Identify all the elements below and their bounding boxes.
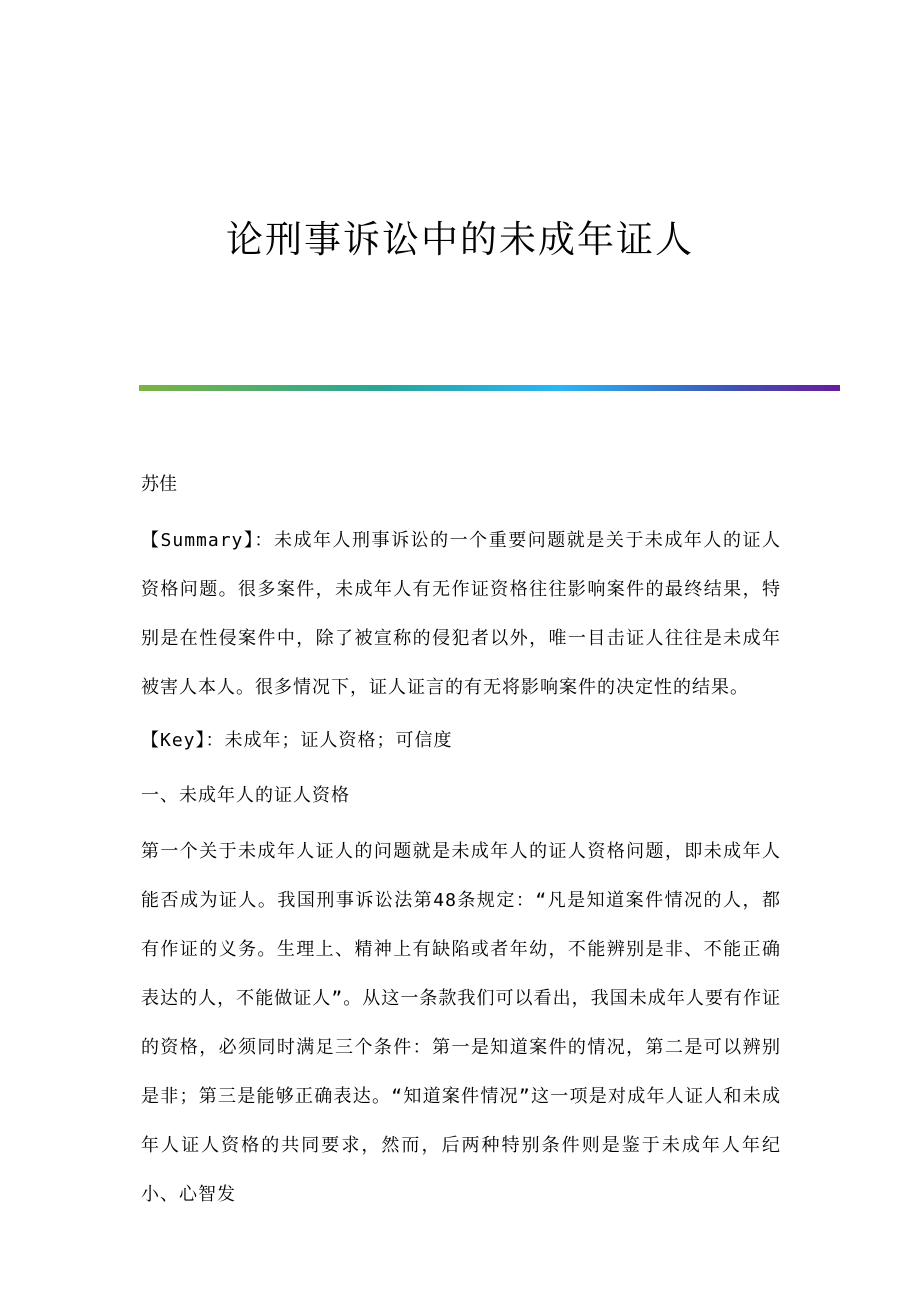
keywords-text: 【Key】：未成年；证人资格；可信度 — [141, 730, 453, 751]
author-name: 苏佳 — [141, 474, 177, 495]
section-heading — [141, 771, 781, 820]
body-paragraph-text: 第一个关于未成年人证人的问题就是未成年人的证人资格问题，即未成年人能否成为证人。我国刑事诉讼法第48条规定：“凡是知道案件情况的人，都有作证的义务。生理上、精神上有缺陷或者年幼，不能辨别是非、不能正确表达的人，不能做证人”。从这一条款我们可以看出，我国未成年人要有作证的资格，必须同时满足三个条件：第一是知道案件的情况，第二是可以辨别是非；第三是能够正确表达。“知道案件情况”这一项是对成年人证人和未成年人证人资格的共同要求，然而，后两种特别条件则是鉴于未成年人年纪小、心智发 — [141, 841, 781, 1205]
summary-text: 【Summary】：未成年人刑事诉讼的一个重要问题就是关于未成年人的证人资格问题。很多案件，未成年人有无作证资格往往影响案件的最终结果，特别是在性侵案件中，除了被宣称的侵犯者以外，唯一目击证人往往是未成年被害人本人。很多情况下，证人证言的有无将影响案件的决定性的结果。 — [141, 530, 781, 698]
summary-paragraph — [141, 516, 781, 712]
section-heading-text: 一、未成年人的证人资格 — [141, 785, 350, 806]
document-title: 论刑事诉讼中的未成年证人 — [226, 218, 694, 261]
body-paragraph — [141, 827, 781, 1219]
gradient-divider — [139, 385, 840, 391]
keywords-line — [141, 716, 781, 765]
